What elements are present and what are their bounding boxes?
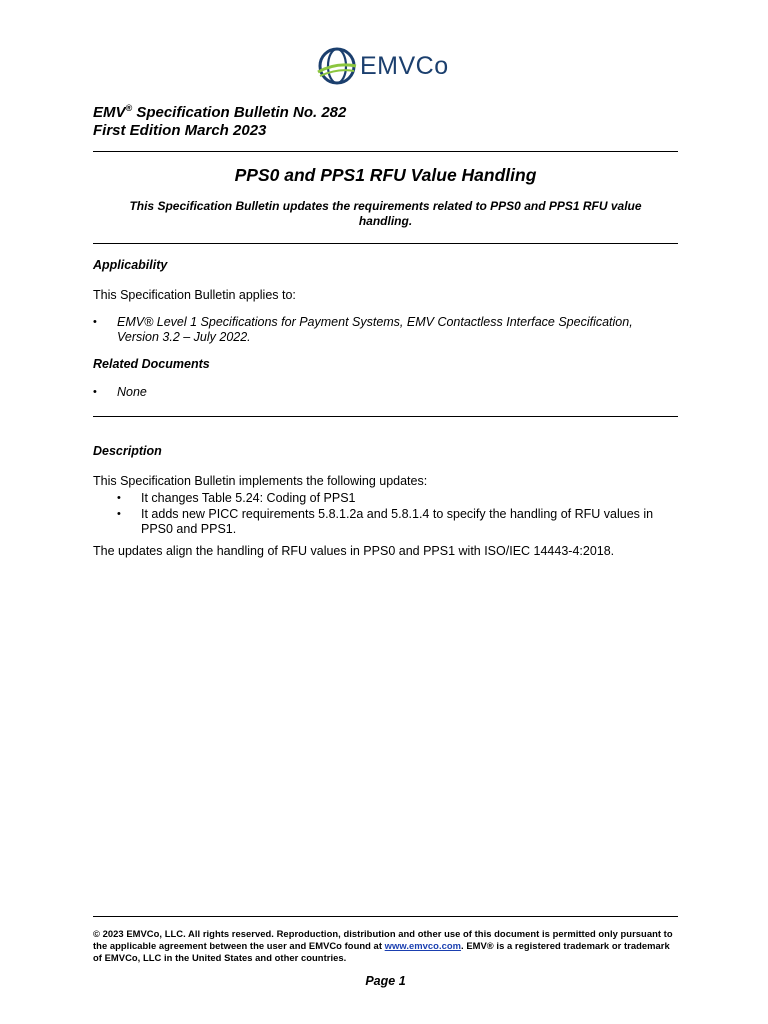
applicability-heading: Applicability bbox=[93, 258, 168, 272]
description-item: It adds new PICC requirements 5.8.1.2a and 5.8.1.4 to specify the handling of RFU values in PPS0 and PPS1. bbox=[141, 507, 654, 536]
divider-header-bottom bbox=[93, 243, 678, 244]
divider-top bbox=[93, 151, 678, 152]
description-heading: Description bbox=[93, 444, 162, 458]
related-documents-heading: Related Documents bbox=[93, 357, 210, 371]
description-intro: This Specification Bulletin implements the following updates: bbox=[93, 474, 428, 488]
divider-middle bbox=[93, 416, 678, 417]
bullet-icon: • bbox=[117, 508, 121, 520]
emvco-globe-icon bbox=[316, 46, 358, 86]
copyright-notice: © 2023 EMVCo, LLC. All rights reserved. Reproduction, distribution and other use of this document is permitted only pursuant to the applicable agreement between the user and EMVCo found at www.emvco.com. EMV® is a registered trademark or trademark of EMVCo, LLC in the United States and other countries. bbox=[93, 928, 673, 963]
list-item bbox=[117, 507, 678, 537]
applicability-item: EMV® Level 1 Specifications for Payment Systems, EMV Contactless Interface Specification, Version 3.2 – July 2022. bbox=[117, 315, 633, 344]
bulletin-number-line: EMV® Specification Bulletin No. 282 bbox=[93, 103, 347, 121]
description-item: It changes Table 5.24: Coding of PPS1 bbox=[141, 491, 356, 505]
related-document-item: None bbox=[117, 385, 147, 399]
bullet-icon: • bbox=[93, 386, 97, 398]
page-title: PPS0 and PPS1 RFU Value Handling bbox=[234, 165, 537, 185]
applicability-intro: This Specification Bulletin applies to: bbox=[93, 288, 296, 302]
emvco-website-link[interactable]: www.emvco.com bbox=[384, 940, 462, 951]
description-outro: The updates align the handling of RFU values in PPS0 and PPS1 with ISO/IEC 14443-4:2018. bbox=[93, 544, 615, 558]
bulletin-edition-line: First Edition March 2023 bbox=[93, 122, 267, 139]
bullet-icon: • bbox=[117, 492, 121, 504]
divider-footer bbox=[93, 916, 678, 917]
bullet-icon: • bbox=[93, 316, 97, 328]
page-number: Page 1 bbox=[365, 974, 406, 988]
list-item bbox=[93, 385, 678, 400]
list-item bbox=[117, 491, 678, 506]
list-item bbox=[93, 315, 678, 345]
page-subtitle: This Specification Bulletin updates the requirements related to PPS0 and PPS1 RFU value handling. bbox=[129, 199, 642, 228]
bulletin-header bbox=[93, 99, 346, 140]
logo-wordmark: EMVCo bbox=[360, 51, 449, 80]
emvco-logo bbox=[316, 44, 466, 88]
